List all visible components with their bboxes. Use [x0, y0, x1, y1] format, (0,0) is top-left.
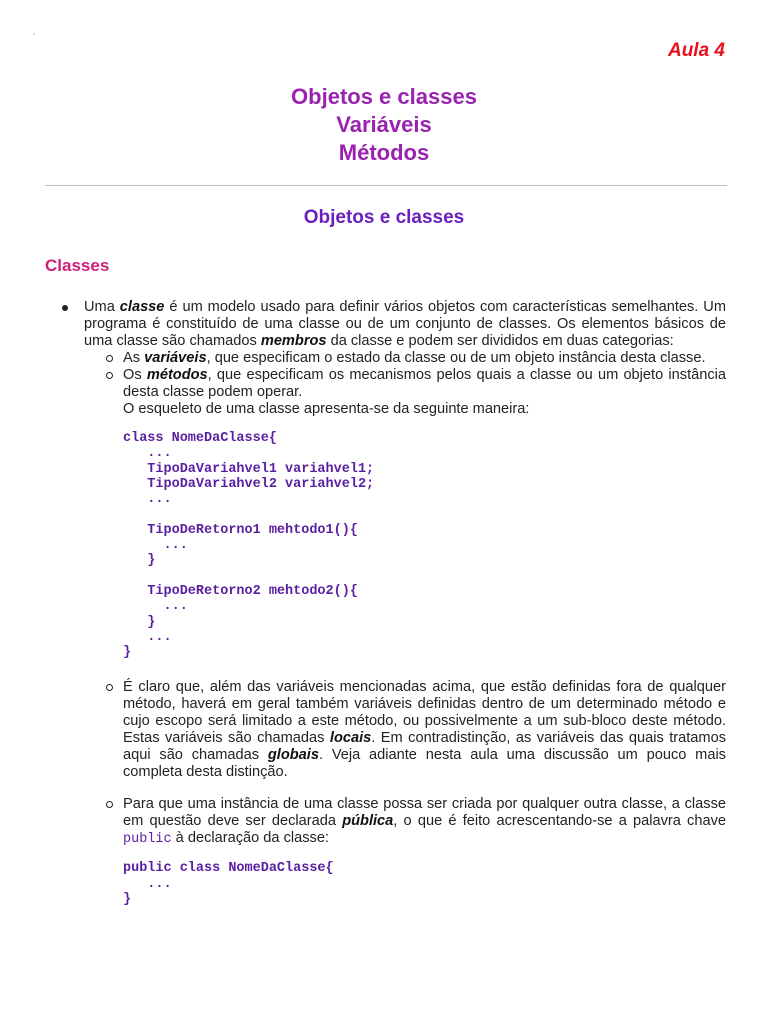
text: Os [123, 367, 147, 383]
term-publica: pública [342, 813, 394, 830]
term-locais: locais [329, 730, 372, 747]
text: É claro que, além das variáveis mencionadas acima, que estão definidas fora de qualquer método, haverá em geral também variáveis definidas dentro de um determinado método e cujo escopo será limitado a este método, ou possivelmente a um sub-bloco deste método. Estas variáveis são chamadas [123, 679, 726, 747]
term-classe: classe [119, 299, 165, 315]
text: da classe e podem ser divididos em duas categorias: [326, 333, 674, 349]
skeleton-intro: O esqueleto de uma classe apresenta-se da seguinte maneira: [123, 401, 530, 417]
term-globais: globais [267, 747, 319, 764]
text: , o que é feito acrescentando-se a palavra chave [393, 813, 727, 830]
bullet-circle [106, 355, 113, 362]
corner-mark [33, 33, 35, 35]
item-text [123, 367, 726, 401]
subsection-title: Classes [45, 256, 110, 275]
term-variaveis: variáveis [144, 350, 207, 366]
text: à declaração da classe: [171, 830, 329, 847]
text: . Veja adiante nesta aula uma discussão um pouco mais completa desta distinção. [123, 747, 726, 781]
text: , que especificam os mecanismos pelos quais a classe ou um objeto instância desta classe podem operar. [123, 367, 727, 400]
bullet-circle [106, 372, 113, 379]
inline-code-public: public [123, 832, 172, 848]
text: Para que uma instância de uma classe possa ser criada por qualquer outra classe, a classe em questão deve ser declarada [123, 796, 726, 830]
text: Uma [84, 299, 120, 315]
list-item-metodos [123, 367, 726, 660]
text: . Em contradistinção, as variáveis das quais tratamos aqui são chamadas [123, 730, 726, 764]
list-item-locais [123, 679, 726, 781]
main-title-line-2: Variáveis [336, 112, 432, 137]
item-text [123, 350, 726, 367]
intro-paragraph [84, 299, 726, 350]
text: , que especificam o estado da classe ou de um objeto instância desta classe. [206, 350, 706, 366]
content-body [84, 299, 726, 907]
main-title [0, 83, 768, 167]
sub-list [123, 350, 726, 907]
list-item-publica [123, 796, 726, 907]
main-title-line-3: Métodos [338, 140, 430, 165]
bullet-disc [62, 305, 68, 311]
list-item-variaveis [123, 350, 726, 367]
bullet-circle [106, 801, 113, 808]
code-block-public-class: public class NomeDaClasse{ ... } [123, 861, 334, 908]
section-title: Objetos e classes [303, 207, 465, 228]
horizontal-divider [45, 185, 727, 186]
bullet-circle [106, 684, 113, 691]
text: é um modelo usado para definir vários objetos com características semelhantes. Um programa é constituído de uma classe ou de um conjunto de classes. Os elementos básicos de uma classe são chamados [84, 299, 726, 349]
term-metodos: métodos [146, 367, 208, 383]
item-text [123, 796, 726, 848]
item-text [123, 679, 726, 781]
main-title-line-1: Objetos e classes [291, 84, 477, 109]
lesson-label: Aula 4 [667, 40, 725, 61]
term-membros: membros [260, 333, 327, 349]
code-block-skeleton: class NomeDaClasse{ ... TipoDaVariahvel1 variahvel1; TipoDaVariahvel2 variahvel2; ... TipoDeRetorno1 mehtodo1(){ ... } TipoDeRetorno2 mehtodo2(){ ... } ... } [123, 431, 375, 661]
text: As [123, 350, 145, 366]
